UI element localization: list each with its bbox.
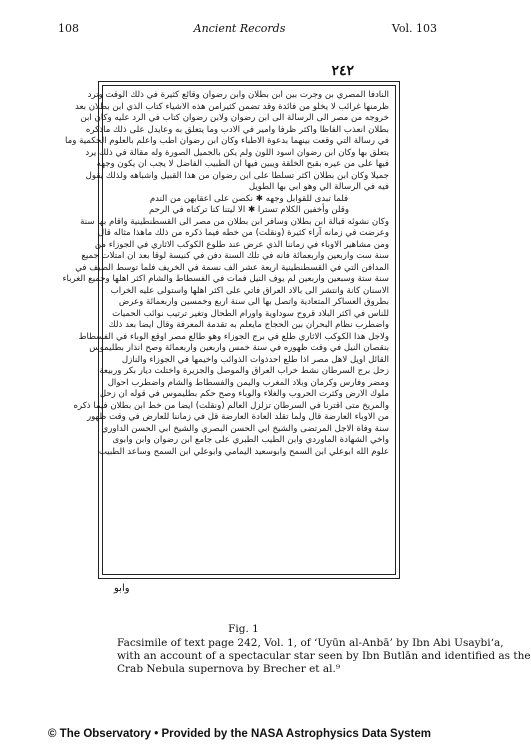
facsimile-line: النادفا المصري بن وجرت بين ابن بطلان وابن رضوان وقائع كثيرة في ذلك الوقت وترد (87, 90, 389, 100)
facsimile-line: من الاوباء العارضة قال ولما تقلد العادة العارضة قل في زماننا للعارض في وقت ظهور (86, 412, 389, 422)
facsimile-line: وعرضت في زمانه آراء كثيرة (ونقلت) من خطه فيما ذكره من ذلك ماهذا مثاله قال (97, 228, 389, 238)
facsimile-frame (62, 81, 400, 579)
caption-line: with an account of a spectacular star seen by Ibn Butlān and identified as the (117, 650, 531, 662)
facsimile-line: ظرمنها غرائب لا يخلو من فائدة وقد تضمن كثيرامن هذه الاشياء كتاب الذي ابن بطلان بعد (74, 101, 389, 112)
facsimile-text (62, 90, 389, 458)
facsimile-line: ولاجل هذا الكوكب الاثاري طلع في برج الجوزاء وهو طالع مصر اوقع الوباء في الفسطاط (78, 331, 389, 342)
facsimile-line: وقلن وأخفين الكلام تسترا ✱ الا ليتنا كنا تركناه في الرحم (148, 205, 350, 215)
facsimile-line: واضطرب نظام البحران بين الحجاج مايعلم به تقدمة المعرفة وقال ايضا بعد ذلك (108, 320, 389, 330)
facsimile-image (62, 63, 406, 599)
facsimile-line: سنة وفاة الاجل المرتضى والشيخ ابي الحسن البصري والشيخ ابي الحسن الداوري (101, 423, 389, 434)
facsimile-line: يتعلق بها وكان ابن رضوان اسود اللون ولم يكن بالجميل الصورة وله مقالة في ذلك يرد (85, 147, 389, 158)
figure-label: Fig. 1 (228, 623, 259, 635)
facsimile-line: علوم الله ابوعلي ابن السمح وابوسعيد اليمامي وابوعلي ابن السمح وساعد الطبيب (98, 446, 389, 457)
facsimile-line: واخي الشهادة الماوردي وابن الطيب الطبري على جامع ابن رضوان وابن وابوى (112, 435, 389, 445)
facsimile-line: المدافن التي في القسطنطينية اربعة عشر الف نسمة في الخريف فلما توسط الصيف في (75, 262, 389, 273)
figure-caption (0, 623, 531, 675)
facsimile-line: سنة ست واربعين واربعمائة فانه في تلك السنة دفن في كنيسة لوقا بعد ان امتلات جميع (81, 251, 389, 261)
facsimile-line: وكان نشوئه قبالة ابن بطلان وسافر ابن بطلان من مصر الى القسطنطينية واقام بها سنة (80, 216, 389, 227)
facsimile-page-number: ٢٤٢ (331, 63, 354, 79)
facsimile-line: زحل برج السرطان نشط خراب العراق والموصل والجزيرة واختلت ديار بكر وربيعة (99, 366, 389, 376)
page-number: 108 (58, 22, 79, 35)
facsimile-line: الاسنان كانة وانتشر الى بالاد العراق فاتي على اكثر اهلها واستولى عليه الخراب (110, 285, 389, 296)
facsimile-line: جميلا وكان ابن بطلان اكثر تسلطا على ابن رضوان من هذا القبيل واشباهه ولذلك يقول (85, 170, 389, 181)
facsimile-line: فيها على من عيره بقبح الخلقة ويبين فيها ان الطبيب الفاضل لا يجب ان يكون وجهه (96, 159, 389, 169)
caption-line: Facsimile of text page 242, Vol. 1, of ‘Uyūn al-Anbā’ by Ibn Abi Usaybi‘a, (117, 637, 504, 649)
facsimile-signature: وابو (114, 583, 130, 594)
facsimile-line: ومن مشاهير الاوباء في زماننا الذي عرض عند طلوع الكوكب الاثاري في الجوزاء من (94, 239, 389, 250)
facsimile-line: بنقصان النيل في وقت ظهوره في سنة خمس واربعين واربعمائة وصح انذار بطليموس (89, 343, 389, 353)
caption-line: Crab Nebula supernova by Brecher et al.⁹ (117, 663, 341, 675)
facsimile-line: ومضر وفارس وكرمان وبلاد المغرب واليمن والفسطاط والشام واضطرب احوال (107, 377, 389, 388)
facsimile-line: والمريخ متى اقترنا في السرطان تزلزل العالم (ونقلت) ايضا من خط ابن بطلان فيما ذكره (73, 400, 389, 411)
running-title: Ancient Records (193, 22, 286, 35)
facsimile-line: فيه في الرسالة الي وهو ابي بها الطويل (248, 182, 389, 192)
facsimile-line: سنة ستة وسبعين واربعين لم يوف النيل فمات في الفسطاط والشام اكثر اهلها وجميع الغرباء (62, 274, 389, 284)
caption-text (117, 637, 531, 676)
facsimile-line: بطلان انعذب الفاظا واكثر ظرفا وامير في الادب وما يتعلق به وعايدل على ذلك ماذكره (85, 124, 389, 135)
facsimile-line: القائل اويل لاهل مصر اذا طلع احدذوات الذوائب واخيمها في الجوزاء والنازل (121, 354, 389, 365)
page-header (0, 22, 479, 38)
volume-label: Vol. 103 (391, 22, 437, 35)
facsimile-line: بطروق العساكر المتعادية واتصل بها الى سنة اربع وخمسين واربعمائة وعرض (118, 297, 389, 307)
facsimile-line: فلما تبدى للقوابل وجهه ✱ نكصن على اعقابهن من الندم (149, 193, 349, 204)
facsimile-line: خروجه من مصر الى الرسالة الى ابن رضوان ولابن رضوان كتاب في الرد عليه وكان ابن (80, 113, 389, 123)
facsimile-line: للناس في اكثر البلاد قروح سوداوية واورام الطحال وتغير ترتيب نوائب الحميات (112, 308, 389, 319)
footer-credit: © The Observatory • Provided by the NASA Astrophysics Data System (48, 728, 431, 740)
facsimile-line: ملوك الارض وكثرت الحروب والغلاء والوباء وصح حكم بطليموس في قوله ان زحل (99, 389, 389, 399)
facsimile-line: في رسالة التي وقعت بينهما بدعوة الاطباء وكان ابن رضوان اطب واعلم بالعلوم الحكمية وما (65, 136, 389, 146)
